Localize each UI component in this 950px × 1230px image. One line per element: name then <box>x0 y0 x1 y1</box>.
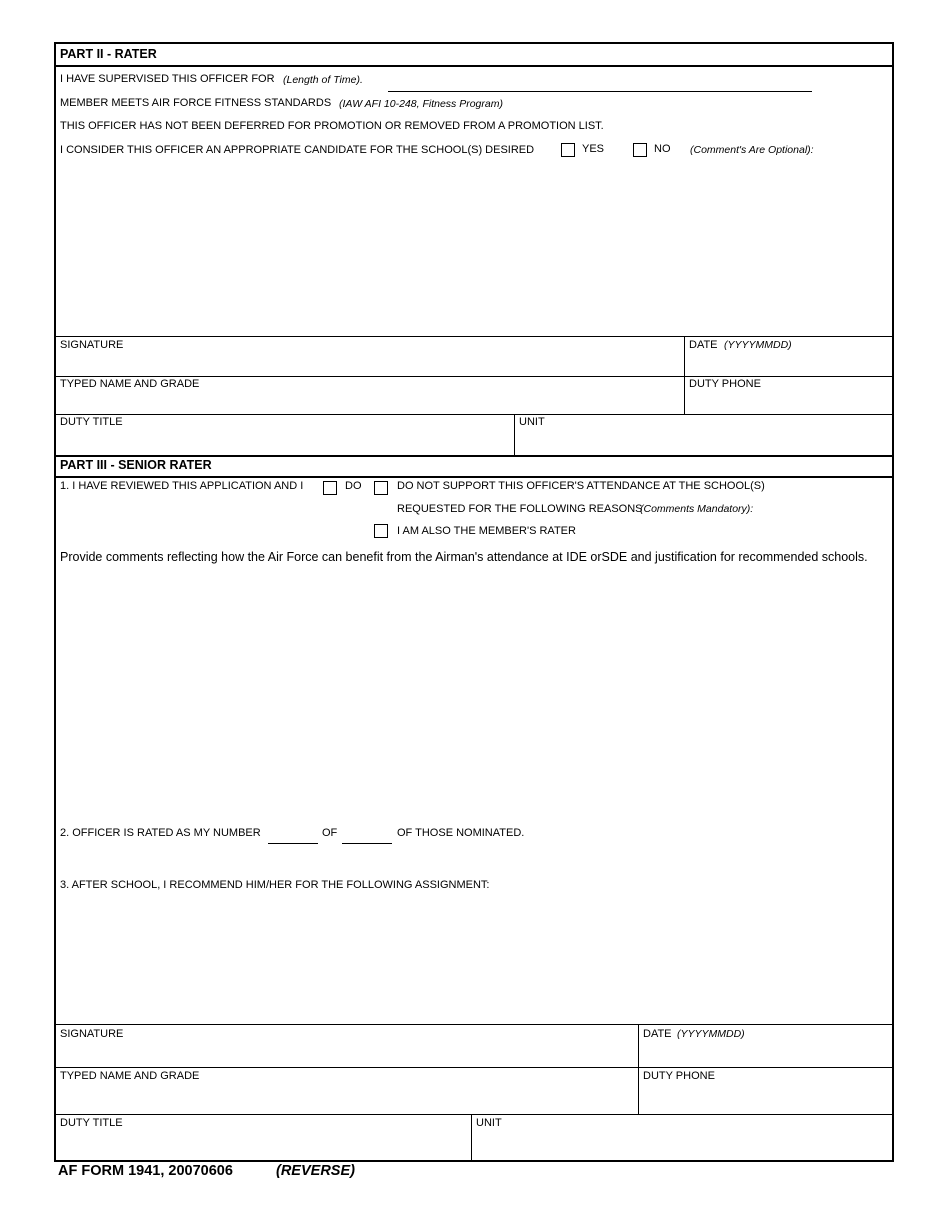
part3-header: PART III - SENIOR RATER <box>60 458 212 472</box>
rank-number-field[interactable] <box>268 843 318 844</box>
supervised-label: I HAVE SUPERVISED THIS OFFICER FOR <box>60 73 275 85</box>
form-identifier: AF FORM 1941, 20070606 <box>58 1163 233 1179</box>
senior-rater-unit-label: UNIT <box>476 1117 502 1129</box>
part2-date-column-divider <box>684 336 685 414</box>
part3-top-divider <box>56 455 892 457</box>
comments-optional-hint: (Comment's Are Optional): <box>690 144 814 156</box>
part2-name-divider <box>56 376 892 377</box>
also-rater-checkbox[interactable] <box>374 524 388 538</box>
fitness-hint: (IAW AFI 10-248, Fitness Program) <box>339 98 503 110</box>
senior-rater-signature-label: SIGNATURE <box>60 1028 124 1040</box>
rater-date-hint: (YYYYMMDD) <box>724 339 792 351</box>
assignment-recommendation-area[interactable] <box>56 896 892 1024</box>
do-not-checkbox[interactable] <box>374 481 388 495</box>
senior-rater-duty-title-label: DUTY TITLE <box>60 1117 123 1129</box>
item2-of: OF <box>322 827 338 839</box>
item2-label: 2. OFFICER IS RATED AS MY NUMBER <box>60 827 261 839</box>
senior-rater-duty-phone-label: DUTY PHONE <box>643 1070 715 1082</box>
reasons-label: REQUESTED FOR THE FOLLOWING REASONS <box>397 503 643 515</box>
part2-header-divider <box>56 65 892 67</box>
part3-title-divider <box>56 1114 892 1115</box>
senior-rater-date-label: DATE <box>643 1028 672 1040</box>
supervised-length-field[interactable] <box>388 91 812 92</box>
fitness-label: MEMBER MEETS AIR FORCE FITNESS STANDARDS <box>60 97 332 109</box>
part3-header-divider <box>56 476 892 478</box>
deferred-statement: THIS OFFICER HAS NOT BEEN DEFERRED FOR PROMOTION OR REMOVED FROM A PROMOTION LIST. <box>60 120 604 132</box>
item1-label: 1. I HAVE REVIEWED THIS APPLICATION AND I <box>60 480 304 492</box>
part2-header: PART II - RATER <box>60 47 157 61</box>
total-nominated-field[interactable] <box>342 843 392 844</box>
rater-comments-area[interactable] <box>56 162 892 336</box>
item3-label: 3. AFTER SCHOOL, I RECOMMEND HIM/HER FOR THE FOLLOWING ASSIGNMENT: <box>60 879 490 891</box>
candidate-statement: I CONSIDER THIS OFFICER AN APPROPRIATE CANDIDATE FOR THE SCHOOL(S) DESIRED <box>60 144 535 156</box>
no-label: NO <box>654 143 671 155</box>
item2-suffix: OF THOSE NOMINATED. <box>397 827 525 839</box>
rater-unit-label: UNIT <box>519 416 545 428</box>
also-rater-label: I AM ALSO THE MEMBER'S RATER <box>397 525 576 537</box>
rater-duty-title-label: DUTY TITLE <box>60 416 123 428</box>
rater-signature-label: SIGNATURE <box>60 339 124 351</box>
af-form-1941-reverse <box>54 42 894 1162</box>
senior-rater-comments-area[interactable] <box>56 568 892 818</box>
yes-checkbox[interactable] <box>561 143 575 157</box>
rater-signature-field[interactable] <box>56 336 684 376</box>
do-not-label: DO NOT SUPPORT THIS OFFICER'S ATTENDANCE AT THE SCHOOL(S) <box>397 480 765 492</box>
form-side-label: (REVERSE) <box>276 1163 355 1179</box>
senior-rater-comments-instruction: Provide comments reflecting how the Air Force can benefit from the Airman's attendance at IDE orSDE and justification for recommended schools. <box>60 550 868 564</box>
senior-rater-typed-name-label: TYPED NAME AND GRADE <box>60 1070 200 1082</box>
senior-rater-date-hint: (YYYYMMDD) <box>677 1028 745 1040</box>
rater-typed-name-label: TYPED NAME AND GRADE <box>60 378 200 390</box>
no-checkbox[interactable] <box>633 143 647 157</box>
do-checkbox[interactable] <box>323 481 337 495</box>
part2-unit-column-divider <box>514 414 515 455</box>
reasons-hint: (Comments Mandatory): <box>640 503 754 515</box>
part3-date-column-divider <box>638 1024 639 1114</box>
rater-duty-phone-label: DUTY PHONE <box>689 378 761 390</box>
rater-date-label: DATE <box>689 339 718 351</box>
senior-rater-signature-field[interactable] <box>56 1024 638 1067</box>
do-label: DO <box>345 480 362 492</box>
part2-title-divider <box>56 414 892 415</box>
yes-label: YES <box>582 143 605 155</box>
part3-unit-column-divider <box>471 1114 472 1161</box>
supervised-hint: (Length of Time). <box>283 74 363 86</box>
part3-name-divider <box>56 1067 892 1068</box>
